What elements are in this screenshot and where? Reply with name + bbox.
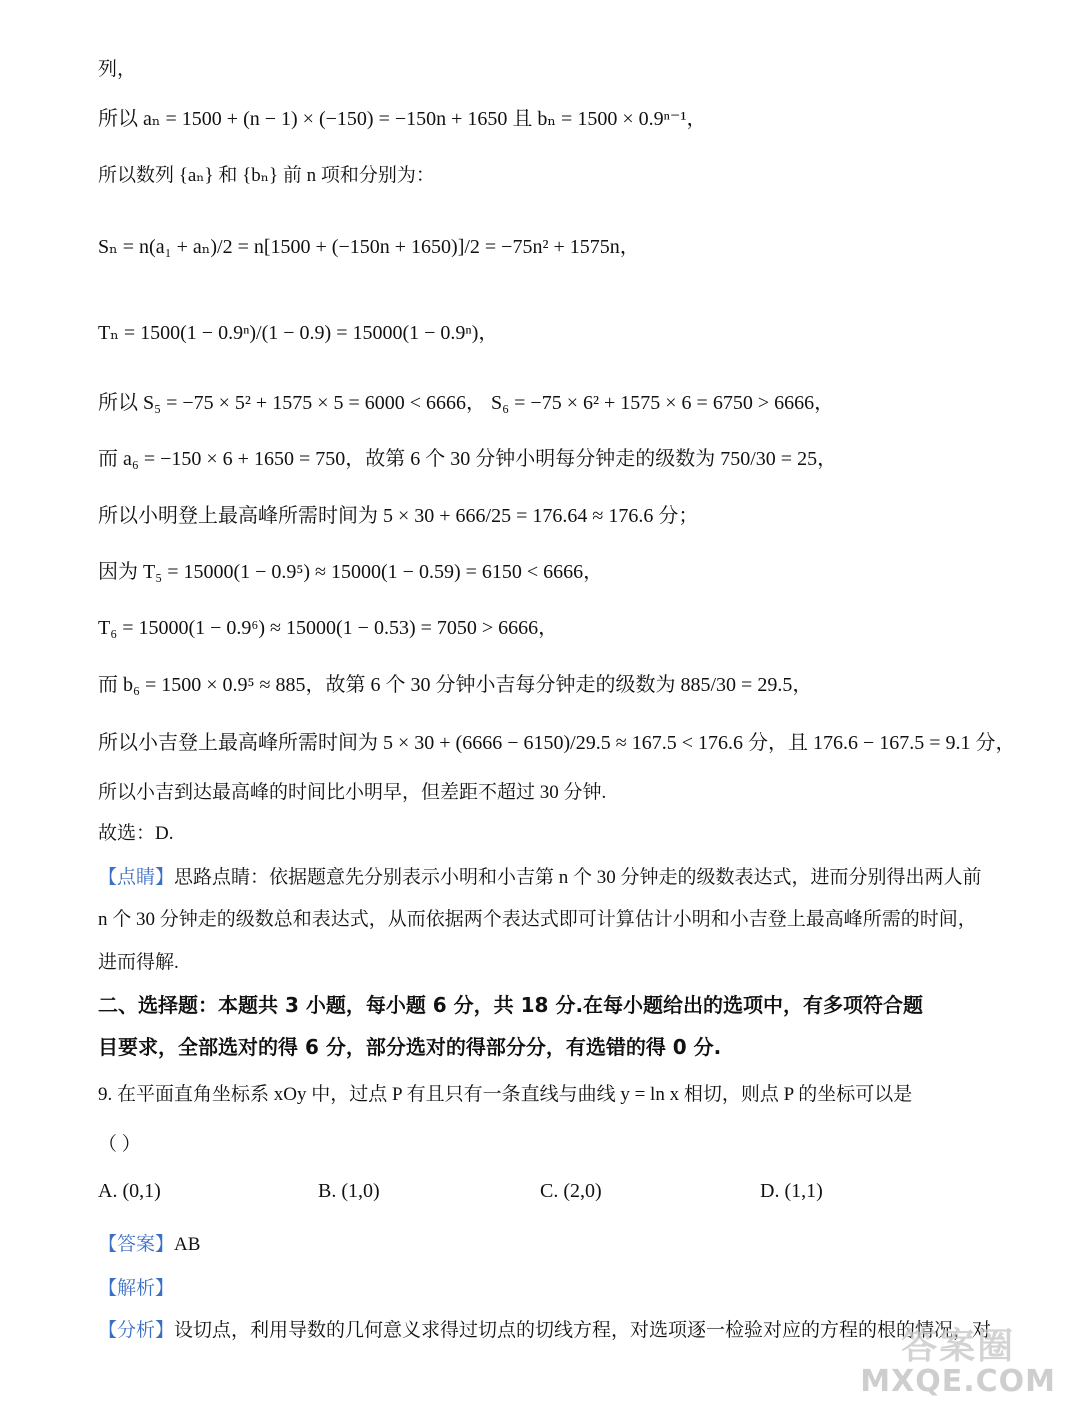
formula-sn: Sₙ = n(a₁ + aₙ)/2 = n[1500 + (−150n + 1650)]/2 = −75n² + 1575n，	[98, 236, 640, 258]
text-line: 所以数列 {aₙ} 和 {bₙ} 前 n 项和分别为：	[98, 165, 435, 186]
formula-tn: Tₙ = 1500(1 − 0.9ⁿ)/(1 − 0.9) = 15000(1 − 0.9ⁿ)，	[98, 322, 499, 344]
text-line: 列，	[98, 59, 137, 80]
option-c	[540, 1180, 602, 1203]
note-text: 思路点睛：依据题意先分别表示小明和小吉第 n 个 30 分钟走的级数表达式，进而分别得出两人前	[174, 867, 982, 888]
option-label: D.	[760, 1180, 780, 1202]
option-a	[98, 1180, 161, 1203]
answer-line	[98, 1232, 990, 1257]
analysis-line	[98, 1276, 990, 1301]
formula-line: 而 b₆ = 1500 × 0.9⁵ ≈ 885，故第 6 个 30 分钟小吉每分钟走的级数为 885/30 = 29.5，	[98, 674, 813, 696]
text-line: 所以小吉到达最高峰的时间比小明早，但差距不超过 30 分钟.	[98, 782, 607, 803]
option-b	[318, 1180, 380, 1203]
section-heading: 目要求，全部选对的得 6 分，部分选对的得部分分，有选错的得 0 分.	[98, 1035, 722, 1059]
answer-blank: （ ）	[98, 1134, 141, 1155]
formula-line: T₆ = 15000(1 − 0.9⁶) ≈ 15000(1 − 0.53) = 7050 > 6666，	[98, 617, 559, 639]
formula-line: 而 a₆ = −150 × 6 + 1650 = 750，故第 6 个 30 分钟小明每分钟走的级数为 750/30 = 25，	[98, 448, 838, 470]
option-label: C.	[540, 1180, 559, 1202]
formula-line: 所以 S₅ = −75 × 5² + 1575 × 5 = 6000 < 6666， S₆ = −75 × 6² + 1575 × 6 = 6750 > 6666，	[98, 392, 835, 414]
option-value: (1,1)	[784, 1180, 823, 1202]
formula-line: 所以 aₙ = 1500 + (n − 1) × (−150) = −150n + 1650 且 bₙ = 1500 × 0.9ⁿ⁻¹，	[98, 108, 707, 130]
option-value: (1,0)	[341, 1180, 380, 1202]
watermark-line1: 答案圈	[901, 1325, 1016, 1367]
section-heading: 二、选择题：本题共 3 小题，每小题 6 分，共 18 分.在每小题给出的选项中，有多项符合题	[98, 993, 924, 1017]
option-d	[760, 1180, 823, 1203]
formula-line: 所以小吉登上最高峰所需时间为 5 × 30 + (6666 − 6150)/29.5 ≈ 167.5 < 176.6 分，且 176.6 − 167.5 = 9.1 分，	[98, 732, 1016, 754]
formula-line: 所以小明登上最高峰所需时间为 5 × 30 + 666/25 = 176.64 ≈ 176.6 分；	[98, 505, 699, 527]
fenxi-tag: 【分析】	[98, 1319, 175, 1341]
option-label: B.	[318, 1180, 337, 1202]
formula-line: 因为 T₅ = 15000(1 − 0.9⁵) ≈ 15000(1 − 0.59) = 6150 < 6666，	[98, 561, 604, 583]
option-label: A.	[98, 1180, 118, 1202]
answer-tag: 【答案】	[98, 1233, 175, 1255]
note-tag: 【点睛】	[98, 866, 175, 888]
text-line: n 个 30 分钟走的级数总和表达式，从而依据两个表达式即可计算估计小明和小吉登上最高峰所需的时间，	[98, 909, 977, 930]
text-line: 进而得解.	[98, 952, 179, 973]
text-line: 故选：D.	[98, 823, 174, 844]
fenxi-line	[98, 1318, 990, 1343]
note-line	[98, 865, 990, 890]
question-9: 9. 在平面直角坐标系 xOy 中，过点 P 有且只有一条直线与曲线 y = ln x 相切，则点 P 的坐标可以是	[98, 1084, 913, 1105]
fenxi-text: 设切点，利用导数的几何意义求得过切点的切线方程，对选项逐一检验对应的方程的根的情况，对	[174, 1320, 992, 1341]
watermark-line2: MXQE.COM	[860, 1363, 1056, 1399]
option-value: (2,0)	[563, 1180, 602, 1202]
option-value: (0,1)	[122, 1180, 161, 1202]
watermark-logo	[860, 1325, 1056, 1399]
analysis-tag: 【解析】	[98, 1277, 175, 1299]
answer-value: AB	[174, 1234, 201, 1255]
